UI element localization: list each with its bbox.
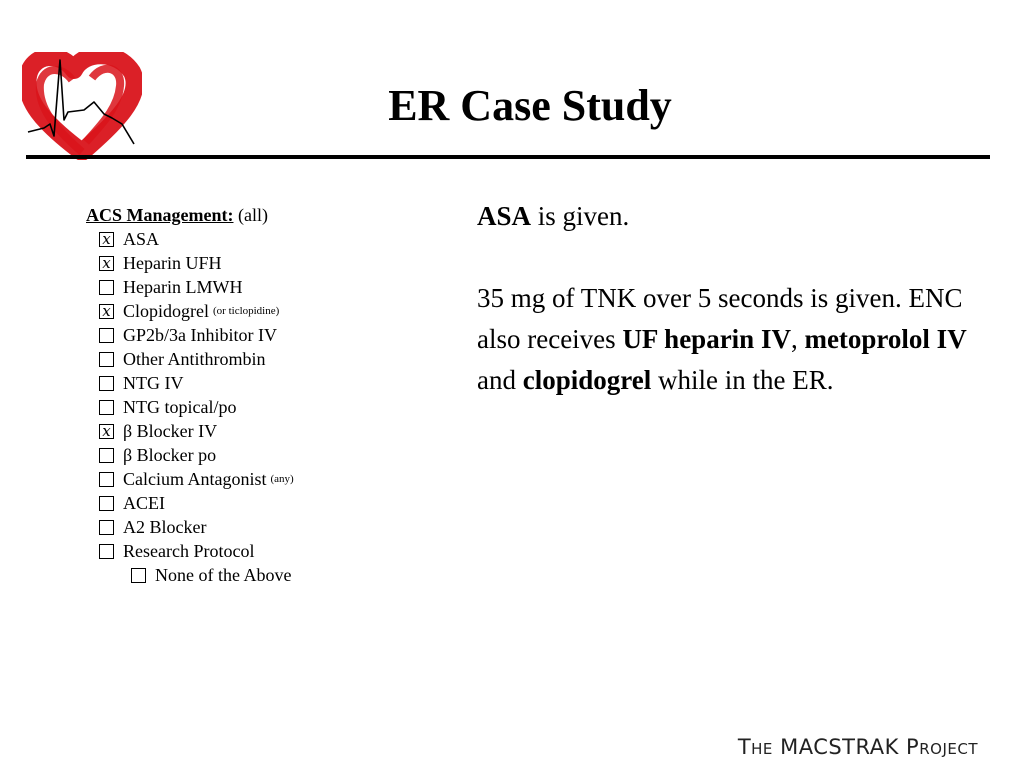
narrative-bold: metoprolol IV (804, 324, 967, 354)
checklist-item-label: ACEI (123, 493, 165, 513)
case-narrative (477, 196, 997, 401)
narrative-bold: ASA (477, 201, 532, 231)
checklist-item-label: β Blocker po (123, 445, 217, 465)
narrative-paragraph-2 (477, 278, 997, 401)
checklist-item-note: (any) (270, 473, 294, 485)
checklist-heading (86, 203, 294, 227)
checklist-item (86, 491, 294, 515)
checklist-item-label: ASA (123, 229, 160, 249)
checklist-item-label: Heparin LMWH (123, 277, 243, 297)
acs-management-checklist (86, 203, 294, 587)
checklist-item-label: β Blocker IV (123, 421, 218, 441)
footer-branding: The MACSTRAK Project (737, 735, 978, 759)
narrative-text: , (790, 324, 805, 354)
narrative-paragraph-1 (477, 196, 997, 237)
checkbox-empty-icon[interactable] (99, 376, 114, 391)
checklist-item-label: None of the Above (155, 565, 292, 585)
checklist-item (86, 467, 294, 491)
checklist-item (86, 251, 294, 275)
checkbox-checked-icon[interactable]: x (99, 256, 114, 271)
checklist-item (86, 419, 294, 443)
checklist-item-label: GP2b/3a Inhibitor IV (123, 325, 277, 345)
checkbox-empty-icon[interactable] (99, 352, 114, 367)
checklist-item (86, 323, 294, 347)
checklist-item-label: NTG IV (123, 373, 184, 393)
checklist-item (86, 371, 294, 395)
checklist-item-label: A2 Blocker (123, 517, 207, 537)
checkbox-empty-icon[interactable] (99, 400, 114, 415)
narrative-text: and (477, 365, 523, 395)
checkbox-checked-icon[interactable]: x (99, 304, 114, 319)
checklist-item-label: Calcium Antagonist (123, 469, 267, 489)
checklist-item (86, 347, 294, 371)
checklist-item (86, 563, 294, 587)
checkbox-empty-icon[interactable] (99, 472, 114, 487)
checkbox-empty-icon[interactable] (99, 448, 114, 463)
checklist-items (86, 227, 294, 587)
narrative-text: 35 mg of TNK over 5 seconds is given. ENC also receives (477, 283, 963, 354)
checkbox-empty-icon[interactable] (99, 544, 114, 559)
checkbox-empty-icon[interactable] (99, 496, 114, 511)
checklist-heading-note: (all) (237, 205, 268, 225)
checklist-item (86, 515, 294, 539)
checklist-heading-label: ACS Management: (86, 205, 234, 225)
checklist-item (86, 299, 294, 323)
checkbox-checked-icon[interactable]: x (99, 424, 114, 439)
title-divider (26, 155, 990, 159)
checklist-item (86, 539, 294, 563)
narrative-text: is given. (531, 201, 630, 231)
checklist-item (86, 443, 294, 467)
narrative-bold: UF heparin IV (622, 324, 791, 354)
checkbox-empty-icon[interactable] (99, 280, 114, 295)
checklist-item-label: Heparin UFH (123, 253, 222, 273)
narrative-bold: clopidogrel (522, 365, 652, 395)
checklist-item-label: Research Protocol (123, 541, 255, 561)
checklist-item-label: Clopidogrel (123, 301, 209, 321)
checkbox-checked-icon[interactable]: x (99, 232, 114, 247)
narrative-text: while in the ER. (651, 365, 834, 395)
checkbox-empty-icon[interactable] (99, 328, 114, 343)
checkbox-empty-icon[interactable] (131, 568, 146, 583)
page-title: ER Case Study (388, 81, 672, 130)
checkbox-empty-icon[interactable] (99, 520, 114, 535)
checklist-item-note: (or ticlopidine) (213, 305, 280, 317)
checklist-item (86, 395, 294, 419)
checklist-item (86, 227, 294, 251)
checklist-item-label: NTG topical/po (123, 397, 237, 417)
checklist-item-label: Other Antithrombin (123, 349, 266, 369)
checklist-item (86, 275, 294, 299)
